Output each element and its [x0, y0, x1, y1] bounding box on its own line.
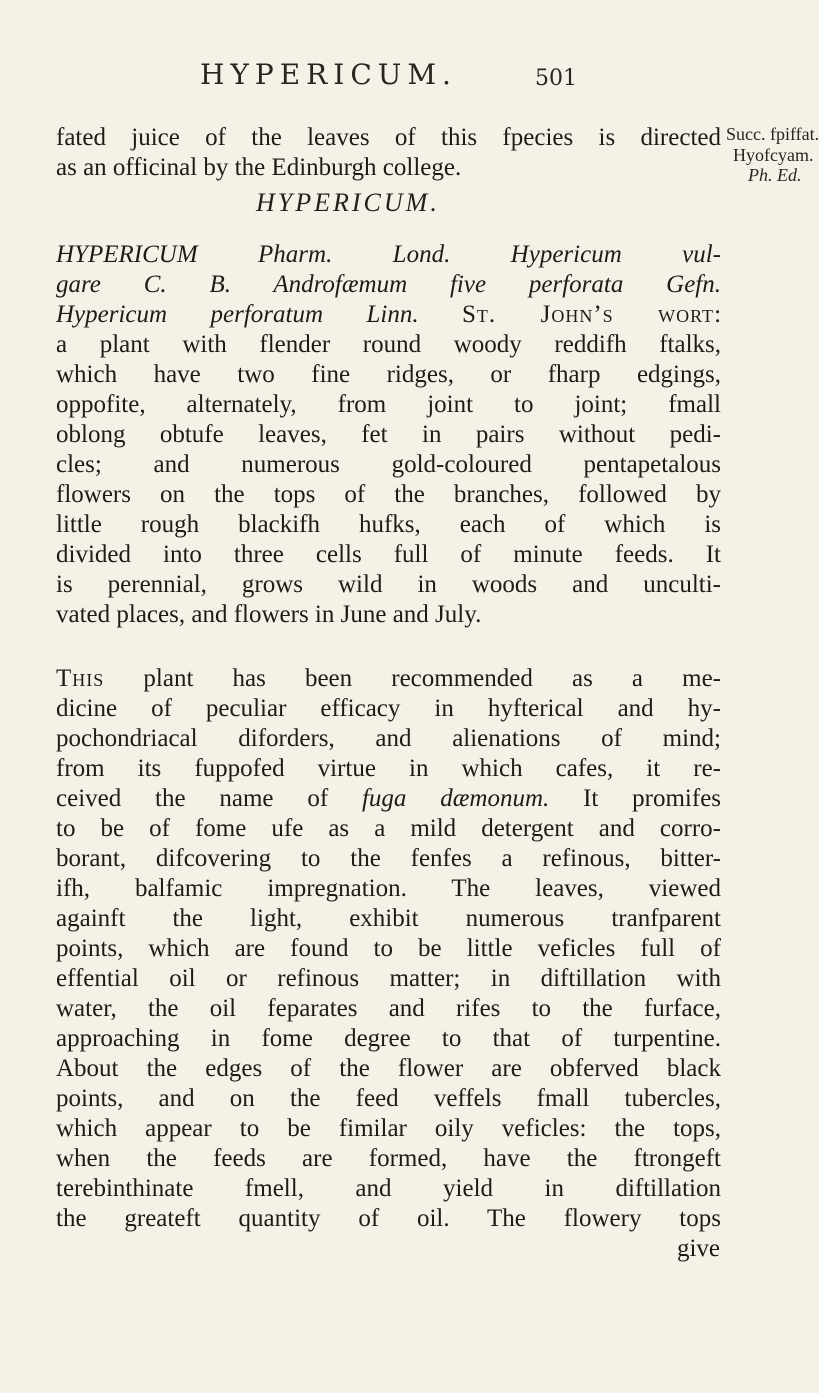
- paragraph-2-line: points, and on the feed veffels fmall tubercles,: [56, 1085, 721, 1112]
- margin-note-succ: Succ. fpiffat.: [726, 124, 819, 144]
- paragraph-2-line: the greateft quantity of oil. The flowery tops: [56, 1205, 721, 1232]
- section-heading: HYPERICUM.: [256, 188, 440, 217]
- paragraph-2-line-1: [56, 664, 721, 694]
- catchword: give: [676, 1235, 720, 1262]
- linnaean-name: Hypericum perforatum Linn.: [56, 301, 419, 328]
- running-head: [0, 58, 800, 98]
- paragraph-2-line: points, which are found to be little veficles full of: [56, 935, 721, 962]
- phrase-pre: ceived the name of: [56, 785, 329, 812]
- paragraph-2-line: [56, 784, 721, 814]
- intro-line-2: as an officinal by the Edinburgh college.: [56, 154, 462, 181]
- common-name: St. John’s wort: [462, 301, 715, 328]
- paragraph-2-line: to be of fome ufe as a mild detergent and corro-: [56, 815, 721, 842]
- latin-phrase: fuga dæmonum.: [361, 785, 550, 812]
- entry-body-line: oblong obtufe leaves, fet in pairs without pedi-: [56, 421, 721, 448]
- paragraph-2-line: effential oil or refinous matter; in diftillation with: [56, 965, 721, 992]
- paragraph-2-line: when the feeds are formed, have the ftrongeft: [56, 1145, 721, 1172]
- colon: :: [714, 301, 722, 328]
- entry-body-line: cles; and numerous gold-coloured pentapetalous: [56, 451, 721, 478]
- entry-body-line: is perennial, grows wild in woods and unculti-: [56, 571, 721, 598]
- paragraph-2-line: approaching in fome degree to that of turpentine.: [56, 1025, 721, 1052]
- paragraph-2-line: borant, difcovering to the fenfes a refinous, bitter-: [56, 845, 721, 872]
- entry-body-line: flowers on the tops of the branches, followed by: [56, 481, 721, 508]
- paragraph-2-line: againft the light, exhibit numerous tranfparent: [56, 905, 721, 932]
- entry-body-line: a plant with flender round woody reddifh ftalks,: [56, 331, 721, 358]
- phrase-post: It promifes: [583, 785, 722, 812]
- drop-word: This: [56, 665, 105, 692]
- paragraph-2-line-1-rest: plant has been recommended as a me-: [143, 665, 721, 692]
- paragraph-2-line: water, the oil feparates and rifes to the furface,: [56, 995, 721, 1022]
- entry-body-line: divided into three cells full of minute feeds. It: [56, 541, 721, 568]
- paragraph-2-line: ifh, balfamic impregnation. The leaves, viewed: [56, 875, 721, 902]
- paragraph-2-line: About the edges of the flower are obferved black: [56, 1055, 721, 1082]
- entry-body-line: little rough blackifh hufks, each of which is: [56, 511, 721, 538]
- page-number: 501: [535, 66, 577, 91]
- margin-note-ph-ed: Ph. Ed.: [748, 165, 802, 185]
- entry-line-1: HYPERICUM Pharm. Lond. Hypericum vul-: [56, 241, 721, 268]
- paragraph-2-line: dicine of peculiar efficacy in hyfterical and hy-: [56, 695, 721, 722]
- entry-line-2: gare C. B. Androfæmum five perforata Gefn.: [56, 271, 721, 298]
- intro-line-1: fated juice of the leaves of this fpecies is directed: [56, 124, 721, 151]
- entry-body-line: oppofite, alternately, from joint to joint; fmall: [56, 391, 721, 418]
- entry-line-3: [56, 300, 721, 330]
- entry-body-line: which have two fine ridges, or fharp edgings,: [56, 361, 721, 388]
- paragraph-2-line: terebinthinate fmell, and yield in diftillation: [56, 1175, 721, 1202]
- paragraph-2-line: from its fuppofed virtue in which cafes, it re-: [56, 755, 721, 782]
- paragraph-2-line: which appear to be fimilar oily veficles: the tops,: [56, 1115, 721, 1142]
- margin-note-hyoscyam: Hyofcyam.: [733, 145, 814, 165]
- entry-body-line: vated places, and flowers in June and July.: [56, 601, 482, 628]
- paragraph-2-line: pochondriacal diforders, and alienations of mind;: [56, 725, 721, 752]
- running-title: HYPERICUM.: [200, 58, 457, 91]
